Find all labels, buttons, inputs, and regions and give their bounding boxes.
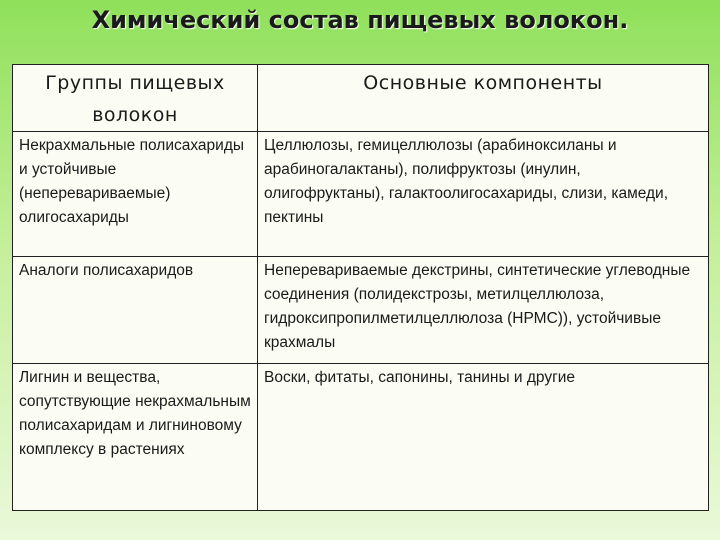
fiber-composition-table-wrapper — [12, 64, 708, 524]
header-fiber-groups: Группы пищевых волокон — [13, 65, 258, 132]
cell-group: Некрахмальные полисахариды и устойчивые (неперевариваемые) олигосахариды — [13, 132, 258, 257]
table-row — [13, 132, 709, 257]
cell-group: Аналоги полисахаридов — [13, 257, 258, 364]
cell-components: Воски, фитаты, сапонины, танины и другие — [258, 364, 709, 511]
table-row — [13, 257, 709, 364]
cell-group: Лигнин и вещества, сопутствующие некрахмальным полисахаридам и лигниновому комплексу в растениях — [13, 364, 258, 511]
slide-title: Химический состав пищевых волокон. — [91, 6, 629, 34]
table-row — [13, 364, 709, 511]
cell-components: Неперевариваемые декстрины, синтетические углеводные соединения (полидекстрозы, метилцеллюлоза, гидроксипропилметилцеллюлоза (НРМС)), устойчивые крахмалы — [258, 257, 709, 364]
table-header-row — [13, 65, 709, 132]
header-main-components: Основные компоненты — [258, 65, 709, 132]
cell-components: Целлюлозы, гемицеллюлозы (арабиноксиланы и арабиногалактаны), полифруктозы (инулин, олигофруктаны), галактоолигосахариды, слизи, камеди, пектины — [258, 132, 709, 257]
fiber-composition-table — [12, 64, 709, 511]
